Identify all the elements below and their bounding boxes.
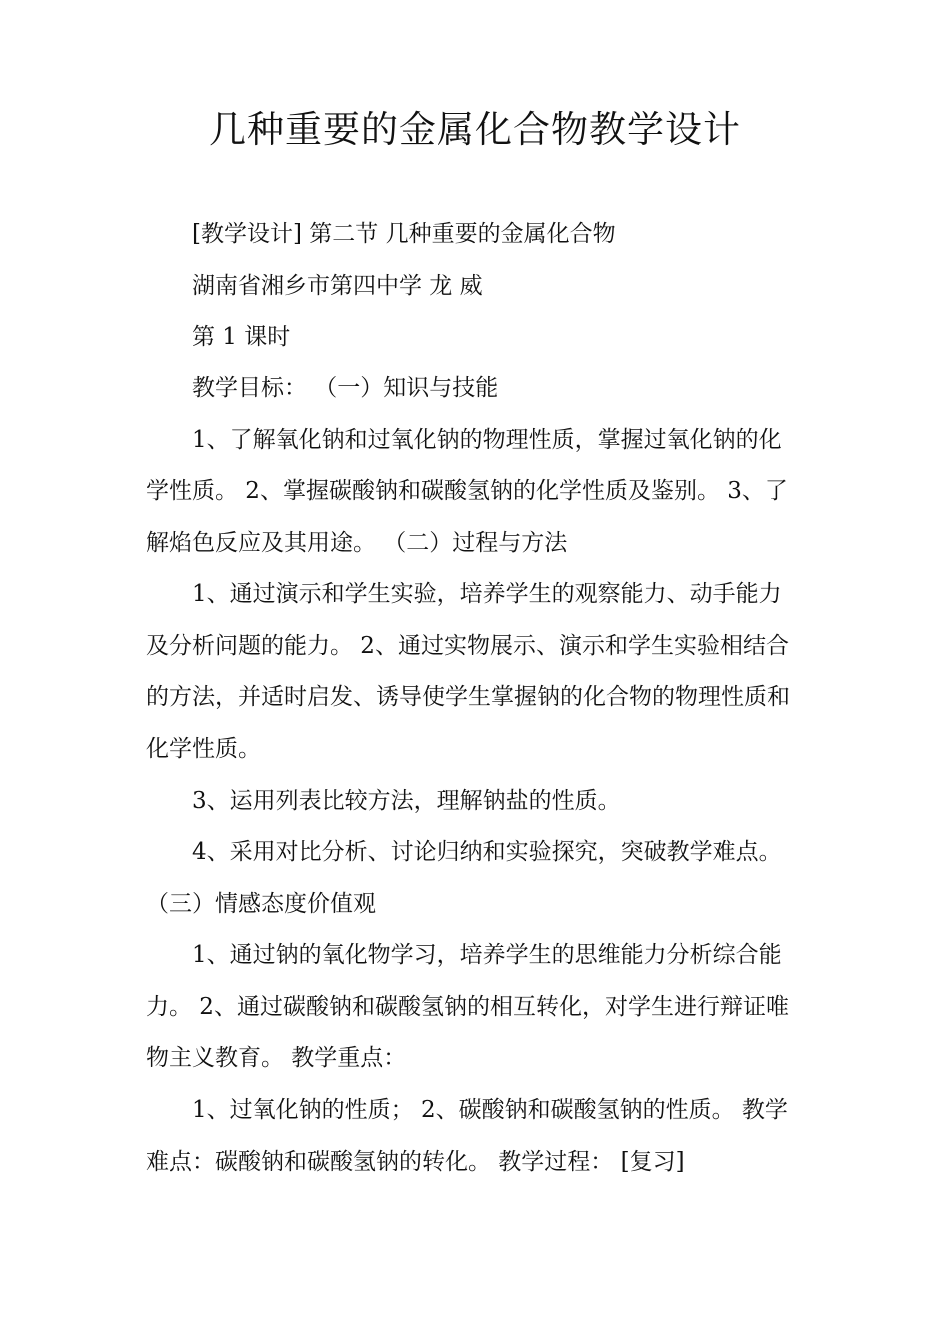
- section-heading: （三）情感态度价值观: [146, 891, 376, 917]
- paragraph-line: 1、通过钠的氧化物学习，培养学生的思维能力分析综合能: [192, 942, 782, 968]
- author-line: 湖南省湘乡市第四中学 龙 威: [192, 273, 483, 299]
- paragraph-line: 的方法，并适时启发、诱导使学生掌握钠的化合物的物理性质和: [146, 684, 790, 710]
- objectives-heading: 教学目标： （一）知识与技能: [192, 375, 499, 401]
- paragraph-line: 3、运用列表比较方法，理解钠盐的性质。: [192, 788, 621, 814]
- paragraph-line: 4、采用对比分析、讨论归纳和实验探究，突破教学难点。: [192, 839, 782, 865]
- paragraph-line: 化学性质。: [146, 736, 261, 762]
- paragraph-line: 1、了解氧化钠和过氧化钠的物理性质，掌握过氧化钠的化: [192, 427, 782, 453]
- course-heading: [教学设计] 第二节 几种重要的金属化合物: [192, 221, 616, 247]
- paragraph-line: 力。 2、通过碳酸钠和碳酸氢钠的相互转化，对学生进行辩证唯: [146, 994, 789, 1020]
- paragraph-line: 解焰色反应及其用途。 （二）过程与方法: [146, 530, 568, 556]
- paragraph-line: 学性质。 2、掌握碳酸钠和碳酸氢钠的化学性质及鉴别。 3、了: [146, 478, 788, 504]
- paragraph-line: 1、过氧化钠的性质； 2、碳酸钠和碳酸氢钠的性质。 教学: [192, 1097, 788, 1123]
- lesson-number: 第 1 课时: [192, 324, 291, 350]
- paragraph-line: 1、通过演示和学生实验，培养学生的观察能力、动手能力: [192, 581, 782, 607]
- document-title: 几种重要的金属化合物教学设计: [209, 108, 741, 151]
- paragraph-line: 难点：碳酸钠和碳酸氢钠的转化。 教学过程： [复习]: [146, 1149, 685, 1175]
- paragraph-line: 物主义教育。 教学重点：: [146, 1045, 407, 1071]
- paragraph-line: 及分析问题的能力。 2、通过实物展示、演示和学生实验相结合: [146, 633, 789, 659]
